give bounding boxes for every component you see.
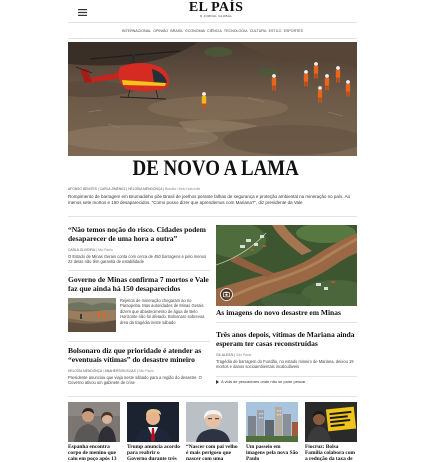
hero-image[interactable]: [68, 42, 357, 156]
lead-headline[interactable]: [0, 156, 432, 180]
article-headline[interactable]: Bolsonaro diz que prioridade é atender as “eventuais vítimas” do desastre mineiro: [68, 346, 202, 365]
article-byline: [68, 369, 154, 373]
nav-item-internacional[interactable]: INTERNACIONAL: [121, 29, 152, 33]
article-headline[interactable]: Três anos depois, vítimas de Mariana ainda esperam ter casas reconstruídas: [216, 330, 355, 349]
thumbnail-headline[interactable]: Espanha encontra corpo de menino que caiu em poço após 13: [68, 444, 117, 462]
article-byline-place: São Paulo: [236, 353, 252, 357]
article-byline-author[interactable]: CARLA OLIVEIRA |: [68, 248, 97, 252]
site-logo[interactable]: EL PAÍS: [188, 0, 244, 15]
nav-item-economia[interactable]: ECONOMIA: [185, 29, 205, 33]
divider: [216, 322, 357, 323]
nav-item-tecnologia[interactable]: TECNOLOGIA: [223, 29, 248, 33]
section-nav: [68, 29, 357, 34]
thumbnail-image[interactable]: [246, 402, 298, 442]
nav-item-cultura[interactable]: CULTURA: [249, 29, 267, 33]
divider: [68, 38, 357, 39]
nav-item-opiniao[interactable]: OPINIÃO: [153, 29, 169, 33]
divider: [216, 376, 357, 377]
article-byline-place: São Paulo: [138, 369, 154, 373]
lead-byline-place: Brasília / Belo Horizonte: [164, 187, 201, 191]
divider: [68, 396, 357, 397]
site-tagline: O JORNAL GLOBAL: [199, 14, 233, 18]
article-byline: [68, 248, 113, 252]
play-arrow-icon: [216, 380, 219, 384]
article-summary: Presidente anunciou que viaja neste sábado para a região do desastre. O Governo ativou um gabinete de crise: [68, 375, 202, 386]
article-byline-place: São Paulo: [97, 248, 113, 252]
article-summary: Tragédia de barragem do Fundão, no estado mineiro de Mariana, deixou 19 mortos e danos socioambientais incalculáveis: [216, 359, 354, 370]
article-byline: [216, 353, 251, 357]
divider: [68, 22, 357, 23]
lead-byline-authors[interactable]: AFONSO BENITES | CARLA JIMÉNEZ | HELOÍSA MENDONÇA |: [68, 187, 165, 191]
lead-summary: Rompimento de barragem em Brumadinho põe Brasil de joelhos perante falhas de segurança e proteção ambiental na mineração no país. Ao menos sete mortos e 150 desaparecidos. “Como posso dizer que aprendemos com Mariana?”, diz presidente da Vale: [68, 194, 351, 206]
thumbnail-image[interactable]: [186, 402, 238, 442]
article-summary: Rejeitos de mineração chegaram ao rio Paraopeba. Mas autoridades de Minas Gerais dizem que abastecimento de água de Belo Horizonte não foi afetado. Bolsonaro sobrevoa área da tragédia neste sábado: [120, 298, 205, 325]
thumbnail-image[interactable]: [68, 402, 120, 442]
nav-item-estilo[interactable]: ESTILO: [268, 29, 282, 33]
article-byline-author[interactable]: HELOÍSA MENDONÇA / ANAHERSON ELIAS |: [68, 369, 138, 373]
thumbnail-headline[interactable]: Um passeio em imagens pela nova São Paulo: [246, 444, 298, 462]
divider: [68, 270, 210, 271]
lead-headline-text[interactable]: DE NOVO A LAMA: [132, 155, 300, 180]
photo-gallery-icon[interactable]: [220, 288, 233, 301]
article-thumbnail[interactable]: [68, 298, 116, 332]
thumbnail-headline[interactable]: Fiocruz: Bolsa Família colabora com a redução da taxa de: [305, 444, 356, 462]
article-headline[interactable]: Governo de Minas confirma 7 mortos e Vale faz que ainda há 150 desaparecidos: [68, 275, 209, 294]
thumbnail-image[interactable]: [127, 402, 179, 442]
divider: [68, 341, 210, 342]
article-headline[interactable]: “Não temos noção do risco. Cidades podem desaparecer de uma hora a outra”: [68, 225, 206, 244]
article-byline-author[interactable]: GIL ALESSI |: [216, 353, 236, 357]
related-link[interactable]: [216, 379, 306, 384]
thumbnail-headline[interactable]: “Nascer com pai velho é mais perigoso que nascer com uma: [186, 444, 238, 462]
thumbnail-headline[interactable]: Trump anuncia acordo para reabrir o Governo durante três: [127, 444, 180, 462]
related-link-label[interactable]: A vida de pescadores onde não se pode pescar: [221, 379, 306, 384]
nav-item-esportes[interactable]: ESPORTES: [283, 29, 304, 33]
divider: [68, 216, 357, 217]
nav-item-ciencia[interactable]: CIÊNCIA: [207, 29, 222, 33]
nav-item-brasil[interactable]: BRASIL: [170, 29, 184, 33]
thumbnail-image[interactable]: [305, 402, 357, 442]
article-summary: O Estado de Minas Gerais conta com cerca de 450 barragens e pelo menos 22 delas não têm garantia de estabilidade: [68, 254, 207, 265]
lead-byline: [68, 187, 200, 191]
gallery-caption[interactable]: As imagens do novo desastre em Minas: [216, 308, 341, 317]
gallery-image[interactable]: [216, 225, 357, 306]
